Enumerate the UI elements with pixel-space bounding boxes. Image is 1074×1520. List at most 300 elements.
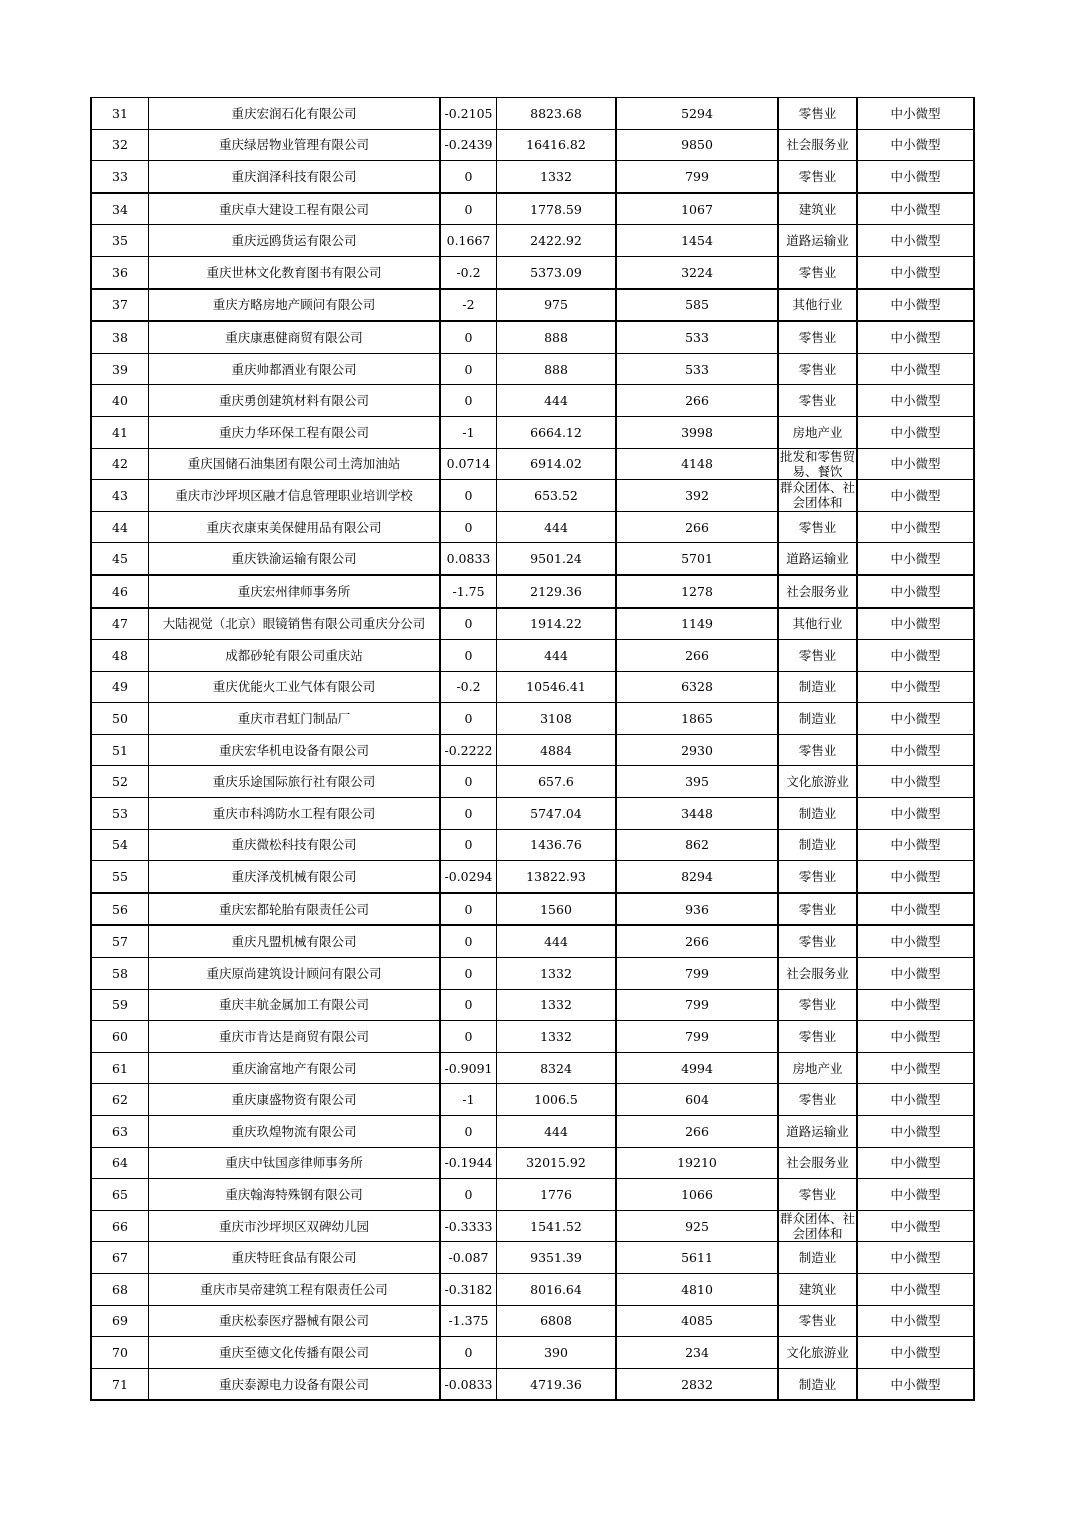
industry-cell (778, 1210, 857, 1242)
value-cell: 1066 (616, 1179, 778, 1211)
value-cell: 266 (616, 925, 778, 957)
enterprise-scale-cell: 中小微型 (857, 1305, 974, 1337)
company-name-cell: 重庆帅都酒业有限公司 (149, 353, 441, 385)
row-number-cell: 66 (91, 1210, 149, 1242)
change-ratio-cell: 0 (440, 321, 497, 353)
table-row (91, 511, 974, 543)
company-name-cell: 成都砂轮有限公司重庆站 (149, 640, 441, 672)
company-name-cell: 重庆铁渝运输有限公司 (149, 543, 441, 575)
row-number-cell: 48 (91, 640, 149, 672)
amount-cell: 1006.5 (497, 1084, 617, 1116)
value-cell: 266 (616, 511, 778, 543)
industry-text: 群众团体、社会团体和 (779, 1211, 855, 1242)
change-ratio-cell: 0.0714 (440, 448, 497, 480)
change-ratio-cell: 0 (440, 608, 497, 640)
company-name-cell: 重庆至德文化传播有限公司 (149, 1337, 441, 1369)
table-row (91, 766, 974, 798)
enterprise-scale-cell: 中小微型 (857, 129, 974, 161)
company-name-cell: 重庆乐途国际旅行社有限公司 (149, 766, 441, 798)
amount-cell: 888 (497, 321, 617, 353)
change-ratio-cell: 0 (440, 798, 497, 830)
row-number-cell: 46 (91, 575, 149, 608)
value-cell: 5701 (616, 543, 778, 575)
value-cell: 5294 (616, 98, 778, 130)
enterprise-scale-cell: 中小微型 (857, 1052, 974, 1084)
enterprise-scale-cell: 中小微型 (857, 543, 974, 575)
company-name-cell: 重庆中钛国彦律师事务所 (149, 1147, 441, 1179)
table-row (91, 798, 974, 830)
company-name-cell: 重庆优能火工业气体有限公司 (149, 671, 441, 703)
enterprise-scale-cell: 中小微型 (857, 608, 974, 640)
industry-cell: 零售业 (778, 1021, 857, 1053)
value-cell: 9850 (616, 129, 778, 161)
value-cell: 862 (616, 829, 778, 861)
company-name-cell: 重庆方略房地产顾问有限公司 (149, 289, 441, 322)
industry-cell: 零售业 (778, 734, 857, 766)
table-row (91, 416, 974, 448)
row-number-cell: 59 (91, 989, 149, 1021)
company-name-cell: 重庆宏都轮胎有限责任公司 (149, 893, 441, 926)
table-row (91, 289, 974, 322)
row-number-cell: 47 (91, 608, 149, 640)
value-cell: 395 (616, 766, 778, 798)
company-name-cell: 重庆渝富地产有限公司 (149, 1052, 441, 1084)
company-name-cell: 重庆市昊帝建筑工程有限责任公司 (149, 1273, 441, 1305)
enterprise-scale-cell: 中小微型 (857, 734, 974, 766)
change-ratio-cell: 0 (440, 480, 497, 512)
enterprise-scale-cell: 中小微型 (857, 829, 974, 861)
row-number-cell: 61 (91, 1052, 149, 1084)
table-row (91, 129, 974, 161)
enterprise-scale-cell: 中小微型 (857, 703, 974, 735)
table-row (91, 1021, 974, 1053)
table-row (91, 353, 974, 385)
row-number-cell: 32 (91, 129, 149, 161)
amount-cell: 6664.12 (497, 416, 617, 448)
industry-cell: 零售业 (778, 925, 857, 957)
company-name-cell: 重庆泰源电力设备有限公司 (149, 1368, 441, 1400)
row-number-cell: 63 (91, 1116, 149, 1148)
value-cell: 4994 (616, 1052, 778, 1084)
industry-cell: 房地产业 (778, 1052, 857, 1084)
row-number-cell: 43 (91, 480, 149, 512)
amount-cell: 5747.04 (497, 798, 617, 830)
amount-cell: 32015.92 (497, 1147, 617, 1179)
change-ratio-cell: 0 (440, 1179, 497, 1211)
industry-cell: 道路运输业 (778, 225, 857, 257)
industry-cell: 制造业 (778, 1368, 857, 1400)
table-row (91, 861, 974, 893)
value-cell: 266 (616, 640, 778, 672)
row-number-cell: 60 (91, 1021, 149, 1053)
amount-cell: 390 (497, 1337, 617, 1369)
company-name-cell: 重庆凡盟机械有限公司 (149, 925, 441, 957)
enterprise-scale-cell: 中小微型 (857, 1210, 974, 1242)
row-number-cell: 70 (91, 1337, 149, 1369)
enterprise-scale-cell: 中小微型 (857, 1242, 974, 1274)
change-ratio-cell: -0.087 (440, 1242, 497, 1274)
industry-cell: 零售业 (778, 893, 857, 926)
enterprise-table (90, 97, 975, 1401)
change-ratio-cell: -1.375 (440, 1305, 497, 1337)
change-ratio-cell: -0.3333 (440, 1210, 497, 1242)
amount-cell: 4884 (497, 734, 617, 766)
change-ratio-cell: 0 (440, 893, 497, 926)
enterprise-scale-cell: 中小微型 (857, 671, 974, 703)
row-number-cell: 62 (91, 1084, 149, 1116)
table-row (91, 1147, 974, 1179)
change-ratio-cell: -0.3182 (440, 1273, 497, 1305)
industry-cell: 零售业 (778, 1084, 857, 1116)
row-number-cell: 33 (91, 161, 149, 193)
enterprise-scale-cell: 中小微型 (857, 575, 974, 608)
industry-cell: 制造业 (778, 798, 857, 830)
table-row (91, 958, 974, 990)
row-number-cell: 57 (91, 925, 149, 957)
amount-cell: 9501.24 (497, 543, 617, 575)
row-number-cell: 42 (91, 448, 149, 480)
amount-cell: 6808 (497, 1305, 617, 1337)
enterprise-scale-cell: 中小微型 (857, 98, 974, 130)
enterprise-scale-cell: 中小微型 (857, 1179, 974, 1211)
company-name-cell: 重庆康盛物资有限公司 (149, 1084, 441, 1116)
row-number-cell: 65 (91, 1179, 149, 1211)
change-ratio-cell: 0 (440, 640, 497, 672)
industry-cell: 零售业 (778, 321, 857, 353)
industry-cell: 零售业 (778, 1305, 857, 1337)
company-name-cell: 重庆市君虹门制品厂 (149, 703, 441, 735)
amount-cell: 2129.36 (497, 575, 617, 608)
amount-cell: 1541.52 (497, 1210, 617, 1242)
change-ratio-cell: 0 (440, 193, 497, 225)
change-ratio-cell: 0 (440, 1337, 497, 1369)
enterprise-scale-cell: 中小微型 (857, 511, 974, 543)
value-cell: 4085 (616, 1305, 778, 1337)
value-cell: 266 (616, 385, 778, 417)
enterprise-scale-cell: 中小微型 (857, 161, 974, 193)
amount-cell: 16416.82 (497, 129, 617, 161)
industry-cell: 零售业 (778, 353, 857, 385)
table-row (91, 1084, 974, 1116)
company-name-cell: 重庆润泽科技有限公司 (149, 161, 441, 193)
row-number-cell: 31 (91, 98, 149, 130)
table-row (91, 193, 974, 225)
change-ratio-cell: 0 (440, 703, 497, 735)
company-name-cell: 重庆绿居物业管理有限公司 (149, 129, 441, 161)
company-name-cell: 重庆宏州律师事务所 (149, 575, 441, 608)
change-ratio-cell: 0 (440, 989, 497, 1021)
change-ratio-cell: 0.0833 (440, 543, 497, 575)
company-name-cell: 重庆宏润石化有限公司 (149, 98, 441, 130)
amount-cell: 653.52 (497, 480, 617, 512)
enterprise-scale-cell: 中小微型 (857, 861, 974, 893)
row-number-cell: 54 (91, 829, 149, 861)
table-row (91, 256, 974, 288)
industry-cell: 零售业 (778, 161, 857, 193)
change-ratio-cell: 0.1667 (440, 225, 497, 257)
amount-cell: 8324 (497, 1052, 617, 1084)
change-ratio-cell: -0.2105 (440, 98, 497, 130)
company-name-cell: 重庆市科鸿防水工程有限公司 (149, 798, 441, 830)
amount-cell: 1332 (497, 989, 617, 1021)
amount-cell: 444 (497, 1116, 617, 1148)
value-cell: 4148 (616, 448, 778, 480)
industry-cell: 社会服务业 (778, 1147, 857, 1179)
value-cell: 585 (616, 289, 778, 322)
industry-cell (778, 480, 857, 512)
row-number-cell: 44 (91, 511, 149, 543)
value-cell: 266 (616, 1116, 778, 1148)
row-number-cell: 53 (91, 798, 149, 830)
company-name-cell: 重庆微松科技有限公司 (149, 829, 441, 861)
industry-text: 批发和零售贸易、餐饮 (779, 448, 855, 479)
table-row (91, 640, 974, 672)
amount-cell: 444 (497, 385, 617, 417)
company-name-cell: 重庆丰航金属加工有限公司 (149, 989, 441, 1021)
industry-cell: 零售业 (778, 861, 857, 893)
enterprise-scale-cell: 中小微型 (857, 385, 974, 417)
industry-cell: 道路运输业 (778, 1116, 857, 1148)
value-cell: 2832 (616, 1368, 778, 1400)
company-name-cell: 重庆康惠健商贸有限公司 (149, 321, 441, 353)
change-ratio-cell: -1 (440, 1084, 497, 1116)
table-row (91, 98, 974, 130)
value-cell: 533 (616, 353, 778, 385)
amount-cell: 5373.09 (497, 256, 617, 288)
row-number-cell: 40 (91, 385, 149, 417)
enterprise-scale-cell: 中小微型 (857, 256, 974, 288)
enterprise-scale-cell: 中小微型 (857, 640, 974, 672)
change-ratio-cell: -0.2 (440, 256, 497, 288)
row-number-cell: 69 (91, 1305, 149, 1337)
row-number-cell: 39 (91, 353, 149, 385)
value-cell: 799 (616, 958, 778, 990)
industry-cell (778, 448, 857, 480)
company-name-cell: 重庆勇创建筑材料有限公司 (149, 385, 441, 417)
enterprise-scale-cell: 中小微型 (857, 1337, 974, 1369)
enterprise-scale-cell: 中小微型 (857, 766, 974, 798)
change-ratio-cell: -0.0294 (440, 861, 497, 893)
table-row (91, 1305, 974, 1337)
row-number-cell: 58 (91, 958, 149, 990)
change-ratio-cell: -0.2439 (440, 129, 497, 161)
change-ratio-cell: -0.2222 (440, 734, 497, 766)
value-cell: 799 (616, 989, 778, 1021)
amount-cell: 657.6 (497, 766, 617, 798)
amount-cell: 888 (497, 353, 617, 385)
table-row (91, 925, 974, 957)
table-row (91, 321, 974, 353)
amount-cell: 1560 (497, 893, 617, 926)
enterprise-scale-cell: 中小微型 (857, 989, 974, 1021)
industry-cell: 文化旅游业 (778, 1337, 857, 1369)
value-cell: 533 (616, 321, 778, 353)
table-row (91, 1337, 974, 1369)
industry-text: 群众团体、社会团体和 (779, 480, 855, 511)
company-name-cell: 重庆远鸥货运有限公司 (149, 225, 441, 257)
value-cell: 1454 (616, 225, 778, 257)
value-cell: 1865 (616, 703, 778, 735)
value-cell: 19210 (616, 1147, 778, 1179)
value-cell: 604 (616, 1084, 778, 1116)
enterprise-scale-cell: 中小微型 (857, 1147, 974, 1179)
table-row (91, 989, 974, 1021)
industry-cell: 制造业 (778, 829, 857, 861)
amount-cell: 1778.59 (497, 193, 617, 225)
row-number-cell: 50 (91, 703, 149, 735)
table-row (91, 1210, 974, 1242)
industry-cell: 零售业 (778, 256, 857, 288)
table-row (91, 575, 974, 608)
amount-cell: 3108 (497, 703, 617, 735)
enterprise-scale-cell: 中小微型 (857, 225, 974, 257)
row-number-cell: 49 (91, 671, 149, 703)
value-cell: 799 (616, 1021, 778, 1053)
enterprise-scale-cell: 中小微型 (857, 353, 974, 385)
change-ratio-cell: -0.1944 (440, 1147, 497, 1179)
change-ratio-cell: 0 (440, 1116, 497, 1148)
enterprise-scale-cell: 中小微型 (857, 798, 974, 830)
table-row (91, 543, 974, 575)
row-number-cell: 64 (91, 1147, 149, 1179)
value-cell: 6328 (616, 671, 778, 703)
industry-cell: 道路运输业 (778, 543, 857, 575)
industry-cell: 制造业 (778, 671, 857, 703)
table-row (91, 734, 974, 766)
company-name-cell: 重庆特旺食品有限公司 (149, 1242, 441, 1274)
change-ratio-cell: 0 (440, 353, 497, 385)
company-name-cell: 重庆市沙坪坝区双碑幼儿园 (149, 1210, 441, 1242)
table-row (91, 1116, 974, 1148)
change-ratio-cell: 0 (440, 511, 497, 543)
table-row (91, 608, 974, 640)
enterprise-scale-cell: 中小微型 (857, 289, 974, 322)
row-number-cell: 71 (91, 1368, 149, 1400)
change-ratio-cell: 0 (440, 1021, 497, 1053)
table-row (91, 1179, 974, 1211)
change-ratio-cell: 0 (440, 161, 497, 193)
amount-cell: 8823.68 (497, 98, 617, 130)
table-row (91, 893, 974, 926)
company-name-cell: 重庆世林文化教育图书有限公司 (149, 256, 441, 288)
amount-cell: 2422.92 (497, 225, 617, 257)
row-number-cell: 35 (91, 225, 149, 257)
industry-cell: 零售业 (778, 989, 857, 1021)
change-ratio-cell: 0 (440, 958, 497, 990)
industry-cell: 其他行业 (778, 608, 857, 640)
change-ratio-cell: -1 (440, 416, 497, 448)
row-number-cell: 37 (91, 289, 149, 322)
amount-cell: 1914.22 (497, 608, 617, 640)
company-name-cell: 重庆原尚建筑设计顾问有限公司 (149, 958, 441, 990)
table-row (91, 480, 974, 512)
industry-cell: 建筑业 (778, 193, 857, 225)
table-body (91, 98, 974, 1401)
industry-cell: 建筑业 (778, 1273, 857, 1305)
amount-cell: 9351.39 (497, 1242, 617, 1274)
table-row (91, 1368, 974, 1400)
industry-cell: 其他行业 (778, 289, 857, 322)
company-name-cell: 重庆衣康束美保健用品有限公司 (149, 511, 441, 543)
value-cell: 1067 (616, 193, 778, 225)
amount-cell: 444 (497, 640, 617, 672)
enterprise-scale-cell: 中小微型 (857, 1273, 974, 1305)
enterprise-scale-cell: 中小微型 (857, 321, 974, 353)
enterprise-scale-cell: 中小微型 (857, 893, 974, 926)
row-number-cell: 55 (91, 861, 149, 893)
row-number-cell: 34 (91, 193, 149, 225)
amount-cell: 4719.36 (497, 1368, 617, 1400)
company-name-cell: 重庆宏华机电设备有限公司 (149, 734, 441, 766)
amount-cell: 10546.41 (497, 671, 617, 703)
amount-cell: 1332 (497, 958, 617, 990)
amount-cell: 8016.64 (497, 1273, 617, 1305)
enterprise-scale-cell: 中小微型 (857, 1021, 974, 1053)
company-name-cell: 重庆市肯达是商贸有限公司 (149, 1021, 441, 1053)
row-number-cell: 67 (91, 1242, 149, 1274)
amount-cell: 1776 (497, 1179, 617, 1211)
value-cell: 4810 (616, 1273, 778, 1305)
industry-cell: 房地产业 (778, 416, 857, 448)
value-cell: 1149 (616, 608, 778, 640)
enterprise-scale-cell: 中小微型 (857, 1084, 974, 1116)
change-ratio-cell: 0 (440, 385, 497, 417)
enterprise-scale-cell: 中小微型 (857, 193, 974, 225)
change-ratio-cell: 0 (440, 925, 497, 957)
row-number-cell: 68 (91, 1273, 149, 1305)
table-row (91, 385, 974, 417)
industry-cell: 文化旅游业 (778, 766, 857, 798)
company-name-cell: 重庆国储石油集团有限公司土湾加油站 (149, 448, 441, 480)
value-cell: 5611 (616, 1242, 778, 1274)
company-name-cell: 大陆视觉（北京）眼镜销售有限公司重庆分公司 (149, 608, 441, 640)
amount-cell: 13822.93 (497, 861, 617, 893)
table-row (91, 703, 974, 735)
row-number-cell: 52 (91, 766, 149, 798)
amount-cell: 1332 (497, 1021, 617, 1053)
value-cell: 925 (616, 1210, 778, 1242)
table-row (91, 1242, 974, 1274)
change-ratio-cell: -0.0833 (440, 1368, 497, 1400)
industry-cell: 零售业 (778, 385, 857, 417)
change-ratio-cell: -0.2 (440, 671, 497, 703)
change-ratio-cell: 0 (440, 766, 497, 798)
company-name-cell: 重庆泽茂机械有限公司 (149, 861, 441, 893)
change-ratio-cell: -0.9091 (440, 1052, 497, 1084)
row-number-cell: 38 (91, 321, 149, 353)
company-name-cell: 重庆卓大建设工程有限公司 (149, 193, 441, 225)
company-name-cell: 重庆力华环保工程有限公司 (149, 416, 441, 448)
amount-cell: 975 (497, 289, 617, 322)
value-cell: 392 (616, 480, 778, 512)
table-row (91, 161, 974, 193)
amount-cell: 1436.76 (497, 829, 617, 861)
enterprise-scale-cell: 中小微型 (857, 480, 974, 512)
value-cell: 1278 (616, 575, 778, 608)
table-row (91, 1052, 974, 1084)
change-ratio-cell: 0 (440, 829, 497, 861)
value-cell: 3448 (616, 798, 778, 830)
table-row (91, 448, 974, 480)
enterprise-scale-cell: 中小微型 (857, 925, 974, 957)
value-cell: 936 (616, 893, 778, 926)
industry-cell: 社会服务业 (778, 575, 857, 608)
table-row (91, 225, 974, 257)
value-cell: 3998 (616, 416, 778, 448)
industry-cell: 社会服务业 (778, 129, 857, 161)
enterprise-scale-cell: 中小微型 (857, 448, 974, 480)
company-name-cell: 重庆玖煌物流有限公司 (149, 1116, 441, 1148)
